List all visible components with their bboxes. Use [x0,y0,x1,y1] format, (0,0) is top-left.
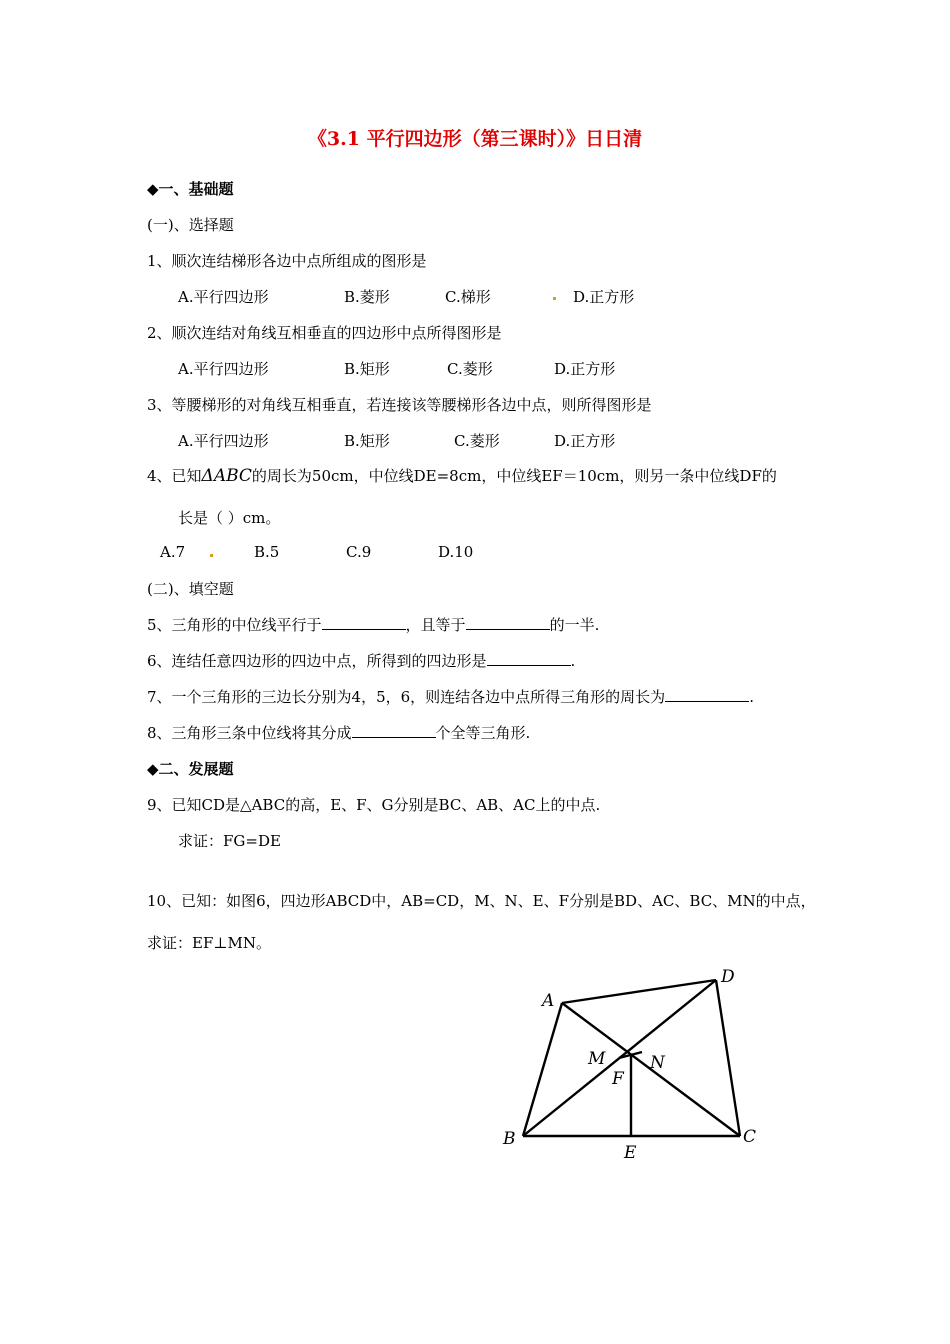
option: C.9 [346,543,372,561]
question-7-part: 7、一个三角形的三边长分别为4，5，6，则连结各边中点所得三角形的周长为 [147,688,666,706]
question-10-proof: 求证：EF⊥MN。 [147,934,271,952]
label-d: D [721,967,735,987]
question-8-part: 8、三角形三条中位线将其分成 [147,724,352,742]
option: C.菱形 [454,432,500,450]
option: B.菱形 [344,288,390,306]
answer-blank [487,651,571,666]
question-9-proof: 求证：FG=DE [178,832,281,850]
option: B.5 [254,543,280,561]
question-2-options [178,358,615,379]
question-10: 10、已知：如图6，四边形ABCD中，AB=CD，M、N、E、F分别是BD、AC、BC、MN的中点， [147,892,816,910]
option: D.正方形 [554,432,616,450]
segment-dc [716,980,740,1136]
question-6-part: 6、连结任意四边形的四边中点，所得到的四边形是 [147,652,487,670]
question-3-options [178,430,615,451]
option: A.平行四边形 [178,288,269,306]
question-5-part: ，且等于 [405,616,466,634]
question-4 [147,465,777,486]
option: C.菱形 [447,360,493,378]
question-5-part: 5、三角形的中位线平行于 [147,616,322,634]
quadrilateral-figure [490,960,780,1170]
label-n: N [650,1053,665,1073]
question-8 [147,722,530,743]
option: B.矩形 [344,432,390,450]
label-c: C [743,1127,757,1147]
segment-ba [523,1003,562,1136]
question-1-options [178,286,634,307]
question-4-options [160,543,473,561]
option: C.梯形 [445,288,491,306]
option: A.平行四边形 [178,432,269,450]
section-development-heading: ◆二、发展题 [147,760,234,778]
label-b: B [503,1129,516,1149]
option: B.矩形 [344,360,390,378]
question-5 [147,614,599,635]
page-title: 《3.1 平行四边形（第三课时）》日日清 [307,128,643,150]
question-7-part: . [749,688,754,706]
label-m: M [588,1049,606,1069]
scan-speck [210,554,213,557]
triangle-abc: ΔABC [201,466,252,486]
question-6-part: . [570,652,576,670]
answer-blank [466,615,550,630]
question-5-part: 的一半. [549,616,600,634]
option: A.7 [160,543,186,561]
question-2: 2、顺次连结对角线互相垂直的四边形中点所得图形是 [147,324,502,342]
question-4-line2: 长是（ ）cm。 [178,509,281,527]
section-basic-heading: ◆一、基础题 [147,180,234,198]
label-f: F [612,1069,624,1089]
question-7 [147,686,754,707]
fill-section-heading: (二)、填空题 [147,580,234,598]
label-a: A [542,991,555,1011]
question-8-part: 个全等三角形. [435,724,531,742]
question-4-prefix: 4、已知 [147,467,202,485]
option: D.正方形 [554,360,616,378]
choice-section-heading: (一)、选择题 [147,216,234,234]
option: D.10 [438,543,474,561]
option: D.正方形 [573,288,635,306]
scan-speck [553,297,556,300]
answer-blank [322,615,406,630]
question-6 [147,650,575,671]
question-1: 1、顺次连结梯形各边中点所组成的图形是 [147,252,427,270]
option: A.平行四边形 [178,360,269,378]
question-3: 3、等腰梯形的对角线互相垂直，若连接该等腰梯形各边中点，则所得图形是 [147,396,652,414]
label-e: E [624,1143,637,1163]
question-9: 9、已知CD是△ABC的高，E、F、G分别是BC、AB、AC上的中点. [147,796,601,814]
answer-blank [352,723,436,738]
question-4-suffix: 的周长为50cm，中位线DE=8cm，中位线EF＝10cm，则另一条中位线DF的 [251,467,777,485]
answer-blank [665,687,749,702]
